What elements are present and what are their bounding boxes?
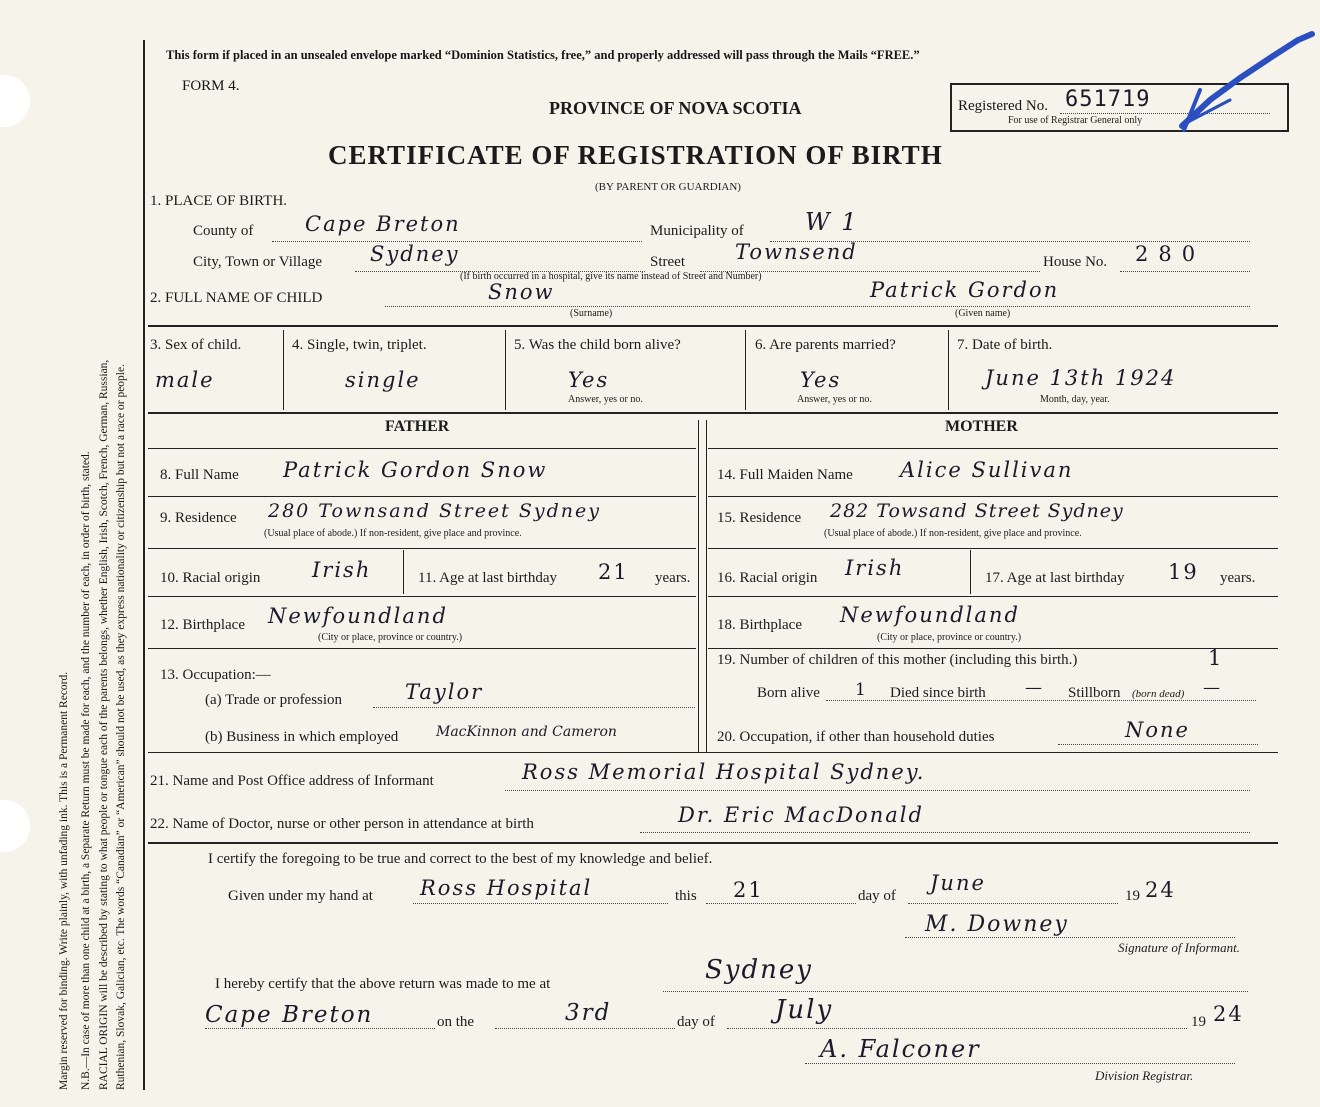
mother-race-label: 16. Racial origin bbox=[717, 570, 818, 586]
punch-hole-top bbox=[0, 75, 30, 127]
mother-occupation-line bbox=[1058, 744, 1258, 745]
father-residence-caption: (Usual place of abode.) If non-resident, give place and province. bbox=[264, 528, 522, 539]
registrar-year-prefix: 19 bbox=[1191, 1014, 1206, 1030]
parents-married-value: Yes bbox=[800, 368, 842, 392]
registrar-day-line bbox=[495, 1028, 675, 1029]
registrar-place-value: Sydney bbox=[705, 955, 813, 985]
father-residence-value: 280 Townsand Street Sydney bbox=[268, 500, 601, 522]
registrar-day-of-label: day of bbox=[677, 1014, 715, 1030]
registrar-county-value: Cape Breton bbox=[205, 1002, 374, 1028]
sex-label: 3. Sex of child. bbox=[150, 337, 242, 353]
father-row-rule-2 bbox=[148, 548, 696, 549]
mother-row-rule-2 bbox=[708, 548, 1278, 549]
pen-check-mark bbox=[1170, 30, 1320, 140]
mother-heading: MOTHER bbox=[945, 418, 1018, 435]
father-age-divider bbox=[403, 550, 404, 594]
street-value: Townsend bbox=[735, 240, 858, 264]
child-surname-value: Snow bbox=[488, 280, 555, 304]
margin-note-4: Ruthenian, Slovak, Galician, etc. The words “Canadian” or “American” should not be used, as they express nationality or citizenship but not a race or people. bbox=[115, 364, 127, 1090]
doctor-value: Dr. Eric MacDonald bbox=[678, 803, 924, 827]
margin-note-1: Margin reserved for binding. Write plainly, with unfading ink. This is a Permanent Record. bbox=[58, 671, 70, 1090]
given-caption: (Given name) bbox=[955, 308, 1011, 319]
father-trade-value: Taylor bbox=[405, 680, 484, 704]
mother-age-divider bbox=[970, 550, 971, 594]
place-of-birth-heading: 1. PLACE OF BIRTH. bbox=[150, 193, 288, 209]
col-divider-1 bbox=[283, 330, 284, 410]
mother-occupation-label: 20. Occupation, if other than household duties bbox=[717, 729, 995, 745]
mother-residence-caption: (Usual place of abode.) If non-resident, give place and province. bbox=[824, 528, 1082, 539]
registered-number: 651719 bbox=[1065, 87, 1151, 112]
margin-note-2: N.B.—In case of more than one child at a birth, a Separate Return must be made for each, and the number of each, in order of birth, stated. bbox=[80, 451, 92, 1090]
child-given-value: Patrick Gordon bbox=[870, 278, 1060, 302]
father-birthplace-label: 12. Birthplace bbox=[160, 617, 245, 633]
given-month-value: June bbox=[930, 871, 986, 895]
father-trade-label: (a) Trade or profession bbox=[205, 692, 343, 708]
this-label: this bbox=[675, 888, 697, 904]
father-residence-label: 9. Residence bbox=[160, 510, 237, 526]
rule-2 bbox=[148, 412, 1278, 414]
father-race-value: Irish bbox=[312, 558, 372, 582]
father-occupation-label: 13. Occupation:— bbox=[160, 667, 271, 683]
given-under-label: Given under my hand at bbox=[228, 888, 373, 904]
mother-row-rule-3 bbox=[708, 596, 1278, 597]
mother-occupation-value: None bbox=[1125, 718, 1190, 742]
registrar-on-the-label: on the bbox=[437, 1014, 475, 1030]
certificate-subtitle: (BY PARENT OR GUARDIAN) bbox=[595, 181, 741, 193]
informant-value: Ross Memorial Hospital Sydney. bbox=[522, 760, 926, 784]
birth-date-caption: Month, day, year. bbox=[1040, 394, 1110, 405]
mother-birthplace-label: 18. Birthplace bbox=[717, 617, 802, 633]
died-since-birth-value: — bbox=[1025, 678, 1044, 698]
municipality-value: W 1 bbox=[805, 208, 859, 236]
mother-children-value: 1 bbox=[1208, 646, 1224, 670]
born-alive-count-label: Born alive bbox=[757, 685, 820, 701]
hospital-note: (If birth occurred in a hospital, give its name instead of Street and Number) bbox=[460, 271, 762, 282]
certificate-title: CERTIFICATE OF REGISTRATION OF BIRTH bbox=[328, 140, 943, 170]
born-alive-value: Yes bbox=[568, 368, 610, 392]
certification-statement: I certify the foregoing to be true and correct to the best of my knowledge and belief. bbox=[208, 851, 713, 867]
registrar-signature: A. Falconer bbox=[820, 1035, 981, 1063]
informant-signature: M. Downey bbox=[925, 912, 1069, 937]
mother-age-unit: years. bbox=[1220, 570, 1256, 586]
rule-3 bbox=[148, 752, 1278, 753]
given-year-value: 24 bbox=[1145, 878, 1176, 902]
mother-age-value: 19 bbox=[1168, 560, 1199, 584]
mother-name-label: 14. Full Maiden Name bbox=[717, 467, 853, 483]
born-alive-label: 5. Was the child born alive? bbox=[514, 337, 681, 353]
mother-residence-value: 282 Towsand Street Sydney bbox=[830, 500, 1124, 522]
parents-married-label: 6. Are parents married? bbox=[755, 337, 896, 353]
mother-count-line bbox=[826, 700, 1256, 701]
given-place-line bbox=[413, 903, 668, 904]
given-day-line bbox=[706, 903, 856, 904]
doctor-label: 22. Name of Doctor, nurse or other person in attendance at birth bbox=[150, 816, 534, 832]
mother-row-rule-4 bbox=[708, 648, 1278, 649]
born-alive-count-value: 1 bbox=[855, 680, 868, 700]
mother-age-label: 17. Age at last birthday bbox=[985, 570, 1125, 586]
child-name-line bbox=[385, 306, 1250, 307]
father-business-value: MacKinnon and Cameron bbox=[436, 724, 617, 740]
sex-value: male bbox=[155, 368, 215, 392]
father-row-rule-1 bbox=[148, 496, 696, 497]
house-line bbox=[1120, 271, 1250, 272]
stillborn-value: — bbox=[1203, 678, 1222, 698]
mother-children-label: 19. Number of children of this mother (including this birth.) bbox=[717, 652, 1078, 668]
died-since-birth-label: Died since birth bbox=[890, 685, 986, 701]
informant-signature-caption: Signature of Informant. bbox=[1118, 940, 1240, 955]
informant-label: 21. Name and Post Office address of Informant bbox=[150, 773, 434, 789]
registrar-place-line bbox=[663, 991, 1248, 992]
mother-birthplace-caption: (City or place, province or country.) bbox=[877, 632, 1022, 643]
county-label: County of bbox=[193, 223, 254, 239]
birth-date-label: 7. Date of birth. bbox=[957, 337, 1053, 353]
father-row-rule-4 bbox=[148, 648, 696, 649]
mother-name-value: Alice Sullivan bbox=[900, 458, 1074, 482]
mother-row-rule-1 bbox=[708, 496, 1278, 497]
form-number: FORM 4. bbox=[182, 78, 240, 94]
father-birthplace-caption: (City or place, province or country.) bbox=[318, 632, 463, 643]
registrar-county-line bbox=[205, 1028, 435, 1029]
city-value: Sydney bbox=[370, 242, 460, 266]
mother-row-rule-0 bbox=[708, 448, 1278, 449]
left-border bbox=[143, 40, 145, 1090]
father-name-value: Patrick Gordon Snow bbox=[283, 458, 548, 482]
registrar-month-line bbox=[727, 1028, 1187, 1029]
municipality-label: Municipality of bbox=[650, 223, 744, 239]
col-divider-3 bbox=[745, 330, 746, 410]
parents-divider-right bbox=[706, 420, 707, 752]
stillborn-label: Stillborn bbox=[1068, 685, 1121, 701]
col-divider-4 bbox=[948, 330, 949, 410]
street-label: Street bbox=[650, 254, 685, 270]
father-birthplace-value: Newfoundland bbox=[268, 604, 448, 628]
father-business-label: (b) Business in which employed bbox=[205, 729, 399, 745]
doctor-line bbox=[640, 832, 1250, 833]
col-divider-2 bbox=[505, 330, 506, 410]
rule-4 bbox=[148, 842, 1278, 844]
mother-residence-label: 15. Residence bbox=[717, 510, 802, 526]
father-age-unit: years. bbox=[655, 570, 691, 586]
given-day-value: 21 bbox=[733, 878, 764, 902]
informant-signature-line bbox=[905, 937, 1235, 938]
surname-caption: (Surname) bbox=[570, 308, 613, 319]
house-number-label: House No. bbox=[1043, 254, 1108, 270]
punch-hole-bottom bbox=[0, 800, 30, 852]
registrar-month-value: July bbox=[775, 995, 834, 1025]
father-row-rule-3 bbox=[148, 596, 696, 597]
father-row-rule-0 bbox=[148, 448, 696, 449]
given-month-line bbox=[908, 903, 1118, 904]
rule-1 bbox=[148, 325, 1278, 327]
province-title: PROVINCE OF NOVA SCOTIA bbox=[549, 98, 802, 118]
registrar-signature-line bbox=[805, 1063, 1235, 1064]
given-year-prefix: 19 bbox=[1125, 888, 1140, 904]
informant-line bbox=[505, 790, 1250, 791]
parents-married-caption: Answer, yes or no. bbox=[797, 394, 872, 405]
house-number-value: 280 bbox=[1135, 242, 1206, 266]
registrar-day-value: 3rd bbox=[565, 1000, 612, 1026]
margin-note-3: RACIAL ORIGIN will be described by stating to what people or tongue each of the parents belongs, whether English, Irish, Scotch, French, German, Russian, bbox=[98, 359, 110, 1090]
stillborn-note: (born dead) bbox=[1132, 688, 1185, 700]
registered-label: Registered No. bbox=[958, 98, 1048, 114]
father-trade-line bbox=[373, 707, 695, 708]
registrar-signature-caption: Division Registrar. bbox=[1095, 1068, 1194, 1083]
child-name-label: 2. FULL NAME OF CHILD bbox=[150, 290, 323, 306]
mother-birthplace-value: Newfoundland bbox=[840, 603, 1020, 627]
father-age-value: 21 bbox=[598, 560, 629, 584]
mother-race-value: Irish bbox=[845, 556, 905, 580]
father-name-label: 8. Full Name bbox=[160, 467, 239, 483]
registrar-statement: I hereby certify that the above return was made to me at bbox=[215, 976, 551, 992]
plurality-value: single bbox=[345, 368, 421, 392]
city-label: City, Town or Village bbox=[193, 254, 323, 270]
given-place-value: Ross Hospital bbox=[420, 876, 593, 900]
mailing-notice: This form if placed in an unsealed envelope marked “Dominion Statistics, free,” and properly addressed will pass through the Mails “FREE.” bbox=[166, 48, 920, 62]
given-day-of-label: day of bbox=[858, 888, 896, 904]
plurality-label: 4. Single, twin, triplet. bbox=[292, 337, 427, 353]
father-heading: FATHER bbox=[385, 418, 450, 435]
registrar-use-note: For use of Registrar General only bbox=[1008, 115, 1143, 126]
birth-date-value: June 13th 1924 bbox=[985, 366, 1177, 390]
father-age-label: 11. Age at last birthday bbox=[418, 570, 557, 586]
father-race-label: 10. Racial origin bbox=[160, 570, 261, 586]
born-alive-caption: Answer, yes or no. bbox=[568, 394, 643, 405]
registrar-year-value: 24 bbox=[1213, 1002, 1244, 1026]
parents-divider-left bbox=[698, 420, 699, 752]
county-value: Cape Breton bbox=[305, 212, 461, 236]
